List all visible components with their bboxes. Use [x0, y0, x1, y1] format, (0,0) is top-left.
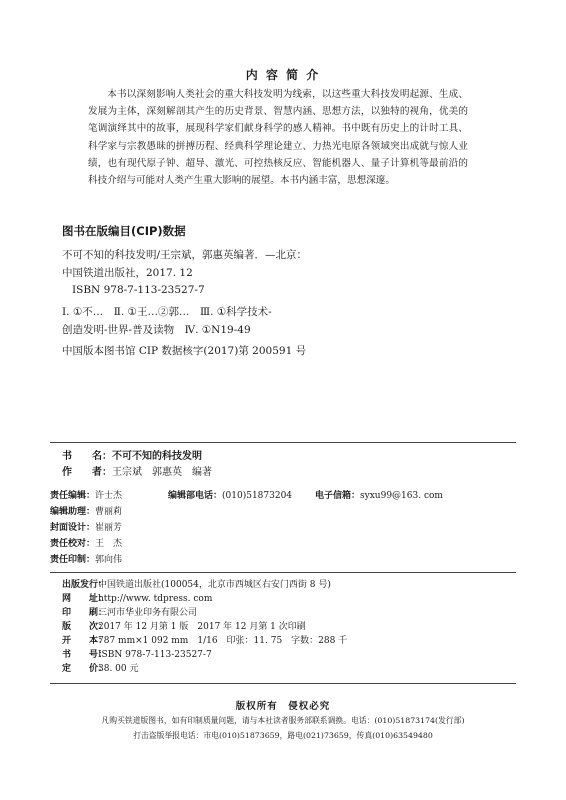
printer-row — [62, 606, 197, 620]
editor-email-row — [315, 489, 443, 504]
website-label: 网 址： — [62, 594, 108, 604]
cip-entry — [62, 247, 442, 300]
print-manager: 郭向伟 — [95, 555, 123, 565]
divider-bottom — [50, 683, 516, 684]
chief-editor: 许士杰 — [95, 491, 123, 501]
website-row — [62, 592, 212, 606]
divider-top — [50, 442, 516, 443]
book-author-label: 作 者： — [62, 467, 112, 478]
cip-number — [62, 343, 442, 361]
edition-label: 版 次： — [62, 622, 108, 632]
divider-middle — [50, 572, 516, 573]
printer-label: 印 刷： — [62, 608, 108, 618]
format-row — [62, 634, 347, 648]
assistant: 曹丽莉 — [95, 507, 123, 517]
chief-editor-label: 责任编辑： — [50, 491, 96, 501]
book-title: 不可不知的科技发明 — [112, 451, 202, 462]
assistant-label: 编辑助理： — [50, 507, 96, 517]
publisher-row — [62, 578, 331, 592]
book-title-label: 书 名： — [62, 451, 112, 462]
edition-row — [62, 620, 306, 634]
website: http://www. tdpress. com — [98, 594, 213, 604]
cip-line-6: 中国版本图书馆 CIP 数据核字(2017)第 200591 号 — [62, 345, 307, 357]
format: 787 mm×1 092 mm 1/16 印张：11. 75 字数：288 千 — [98, 636, 348, 646]
proofreader-row — [50, 537, 122, 552]
publisher: 中国铁道出版社(100054，北京市西城区右安门西街 8 号) — [98, 580, 331, 590]
chief-editor-row — [50, 489, 122, 504]
cip-line-3: ISBN 978-7-113-23527-7 — [72, 284, 205, 296]
editor-email-label: 电子信箱： — [315, 491, 361, 501]
format-label: 开 本： — [62, 636, 108, 646]
editor-phone-row — [168, 489, 292, 504]
cip-line-2: 中国铁道出版社，2017. 12 — [62, 266, 193, 279]
assistant-row — [50, 505, 122, 520]
quality-notice: 凡购买铁道版图书，如有印制质量问题，请与本社读者服务部联系调换。电话：(010)51873174(发行部) — [101, 716, 465, 725]
copyright-title: 版权所有 侵权必究 — [235, 701, 331, 712]
proofreader-label: 责任校对： — [50, 539, 96, 549]
edition: 2017 年 12 月第 1 版 2017 年 12 月第 1 次印刷 — [98, 622, 306, 632]
book-author-row — [62, 465, 212, 480]
printer: 三河市华业印务有限公司 — [98, 608, 198, 618]
price: 38. 00 元 — [98, 664, 139, 674]
editor-phone: (010)51873204 — [222, 491, 293, 501]
summary-body: 本书以深刻影响人类社会的重大科技发明为线索，以这些重大科技发明起源、生成、发展为主体，深刻解剖其产生的历史背景、智慧内涵、思想方法，以独特的视角，优美的笔调演绎其中的故事，展现科学家们献身科学的感人精神。书中既有历史上的计时工具、科学家与宗教愚昧的拼搏历程、经典科学理论建立、力热光电原各领域突出成就与惊人业绩，也有现代原子钟、超导、激光、可控热核反应、智能机器人、量子计算机等最前沿的科技介绍与可能对人类产生重大影响的展望。本书内涵丰富，思想深邃。 — [88, 89, 468, 187]
print-manager-row — [50, 553, 122, 568]
book-author: 王宗斌 郭惠英 编著 — [112, 467, 212, 478]
print-manager-label: 责任印制： — [50, 555, 96, 565]
cover-design-row — [50, 521, 122, 536]
cip-classification — [62, 304, 442, 339]
editor-phone-label: 编辑部电话： — [168, 491, 223, 501]
cip-title: 图书在版编目(CIP)数据 — [62, 224, 186, 238]
cip-line-1: 不可不知的科技发明/王宗斌，郭惠英编著．—北京： — [62, 249, 308, 261]
editor-email: syxu99@163. com — [360, 491, 443, 501]
price-label: 定 价： — [62, 664, 108, 674]
isbn-row — [62, 648, 212, 662]
piracy-notice: 打击盗版举报电话：市电(010)51873659，路电(021)73659，传真(010)63549480 — [133, 731, 433, 740]
cip-line-5: 创造发明-世界-普及读物 Ⅳ. ①N19-49 — [62, 323, 251, 336]
cip-line-4: Ⅰ. ①不… Ⅱ. ①王…②郭… Ⅲ. ①科学技术- — [62, 306, 272, 318]
summary-title: 内 容 简 介 — [245, 68, 321, 82]
proofreader: 王 杰 — [95, 539, 123, 549]
cover-design-label: 封面设计： — [50, 523, 96, 533]
book-title-row — [62, 449, 202, 464]
cover-design: 崔丽芳 — [95, 523, 123, 533]
isbn-label: 书 号： — [62, 650, 108, 660]
publisher-label: 出版发行： — [62, 580, 108, 590]
price-row — [62, 662, 139, 676]
isbn: ISBN 978-7-113-23527-7 — [98, 650, 212, 660]
